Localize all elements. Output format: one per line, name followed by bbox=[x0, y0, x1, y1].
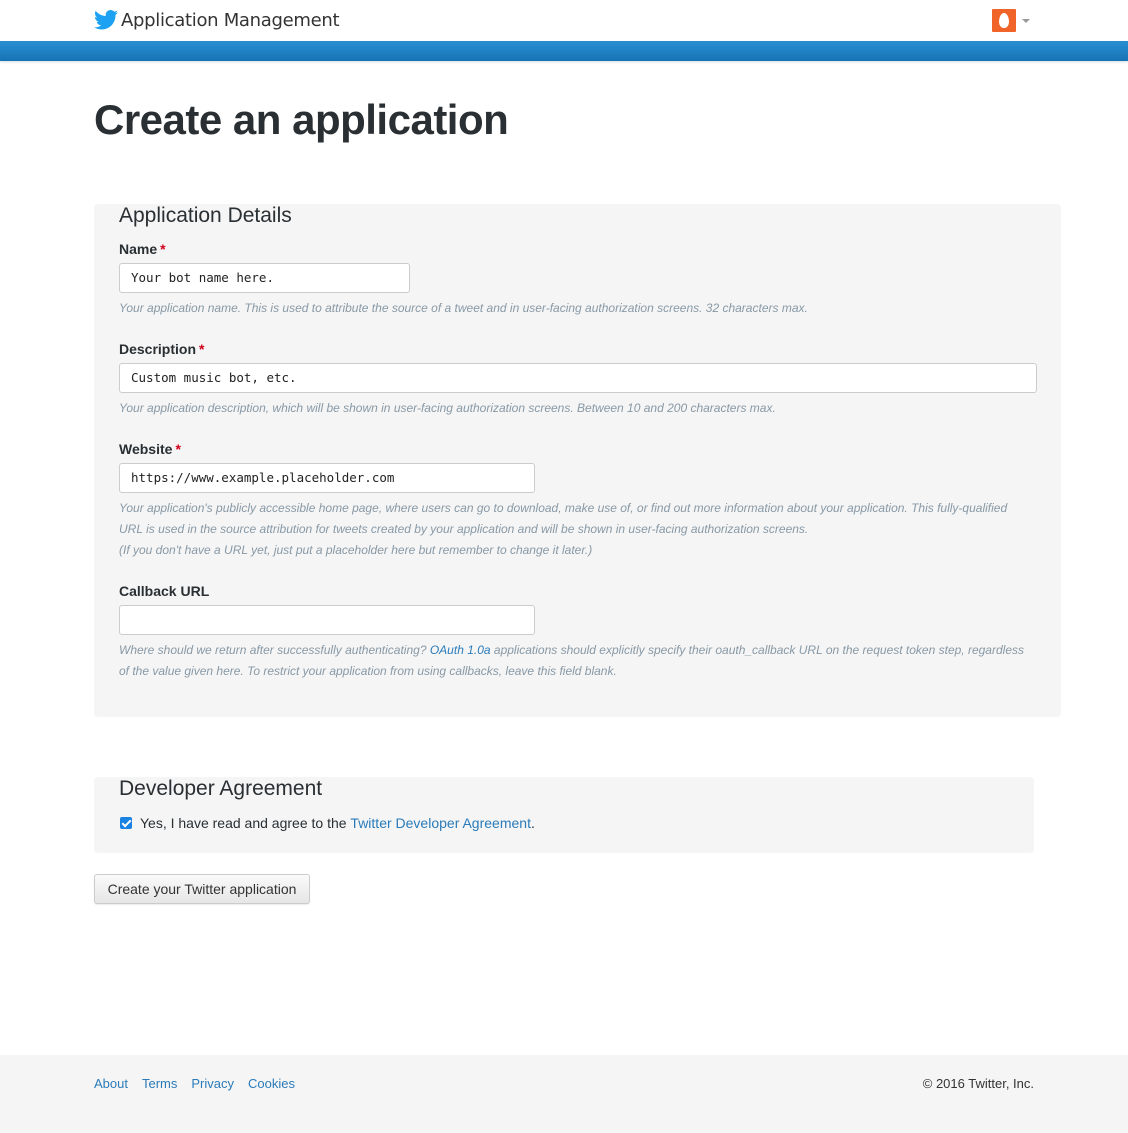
twitter-bird-icon bbox=[94, 10, 118, 30]
oauth-link[interactable]: OAuth 1.0a bbox=[429, 643, 491, 657]
website-help bbox=[119, 498, 1007, 561]
callback-help bbox=[119, 640, 1024, 682]
callback-help-text: applications should explicitly specify their oauth_callback URL on the request token step, regardless bbox=[493, 643, 1024, 657]
description-help: Your application description, which will be shown in user-facing authorization screens. Between 10 and 200 characters max. bbox=[119, 401, 776, 415]
developer-agreement-link[interactable]: Twitter Developer Agreement bbox=[350, 815, 531, 831]
user-menu[interactable] bbox=[992, 9, 1030, 32]
developer-agreement-panel bbox=[94, 777, 1034, 853]
callback-help-line bbox=[119, 640, 1024, 661]
name-label bbox=[119, 241, 166, 257]
avatar[interactable] bbox=[992, 9, 1016, 32]
callback-url-label: Callback URL bbox=[119, 583, 210, 599]
footer-links bbox=[94, 1076, 309, 1091]
section-heading: Developer Agreement bbox=[119, 777, 323, 800]
website-label bbox=[119, 441, 181, 457]
chevron-down-icon bbox=[1022, 19, 1030, 23]
callback-help-line: of the value given here. To restrict your application from using callbacks, leave this field blank. bbox=[119, 664, 617, 678]
copyright: © 2016 Twitter, Inc. bbox=[922, 1076, 1034, 1091]
brand[interactable] bbox=[94, 8, 339, 32]
name-label-text: Name bbox=[119, 241, 158, 257]
create-application-button[interactable]: Create your Twitter application bbox=[94, 874, 310, 904]
required-marker: * bbox=[175, 441, 181, 457]
required-marker: * bbox=[199, 341, 205, 357]
website-label-text: Website bbox=[119, 441, 173, 457]
footer-link-about[interactable]: About bbox=[94, 1076, 128, 1091]
section-heading: Application Details bbox=[119, 204, 292, 227]
application-details-panel bbox=[94, 204, 1061, 717]
footer-link-privacy[interactable]: Privacy bbox=[191, 1076, 234, 1091]
description-label-text: Description bbox=[119, 341, 197, 357]
agree-checkbox[interactable] bbox=[120, 817, 132, 829]
callback-help-text: Where should we return after successfully authenticating? bbox=[119, 643, 427, 657]
header-accent-bar bbox=[0, 41, 1128, 61]
app-title: Application Management bbox=[121, 9, 340, 31]
required-marker: * bbox=[160, 241, 166, 257]
footer-link-terms[interactable]: Terms bbox=[141, 1076, 178, 1091]
footer-link-cookies[interactable]: Cookies bbox=[248, 1076, 295, 1091]
name-input[interactable]: Your bot name here. bbox=[119, 263, 410, 293]
website-help-line: URL is used in the source attribution for tweets created by your application and will be shown in user-facing authorization screens. bbox=[119, 522, 809, 536]
agreement-period: . bbox=[530, 815, 535, 831]
agreement-text: Yes, I have read and agree to the bbox=[140, 815, 347, 831]
callback-url-input[interactable] bbox=[119, 605, 535, 635]
website-input[interactable]: https://www.example.placeholder.com bbox=[119, 463, 535, 493]
top-nav-bar bbox=[0, 0, 1128, 41]
name-help: Your application name. This is used to attribute the source of a tweet and in user-facing authorization screens. 32 characters max. bbox=[119, 301, 808, 315]
page-title: Create an application bbox=[94, 96, 509, 143]
description-label bbox=[119, 341, 204, 357]
description-input[interactable]: Custom music bot, etc. bbox=[119, 363, 1037, 393]
footer bbox=[0, 1055, 1128, 1133]
agreement-row bbox=[120, 815, 535, 831]
website-help-line: (If you don't have a URL yet, just put a placeholder here but remember to change it later.) bbox=[119, 543, 593, 557]
website-help-line: Your application's publicly accessible home page, where users can go to download, make use of, or find out more information about your application. This fully-qualified bbox=[119, 501, 1008, 515]
